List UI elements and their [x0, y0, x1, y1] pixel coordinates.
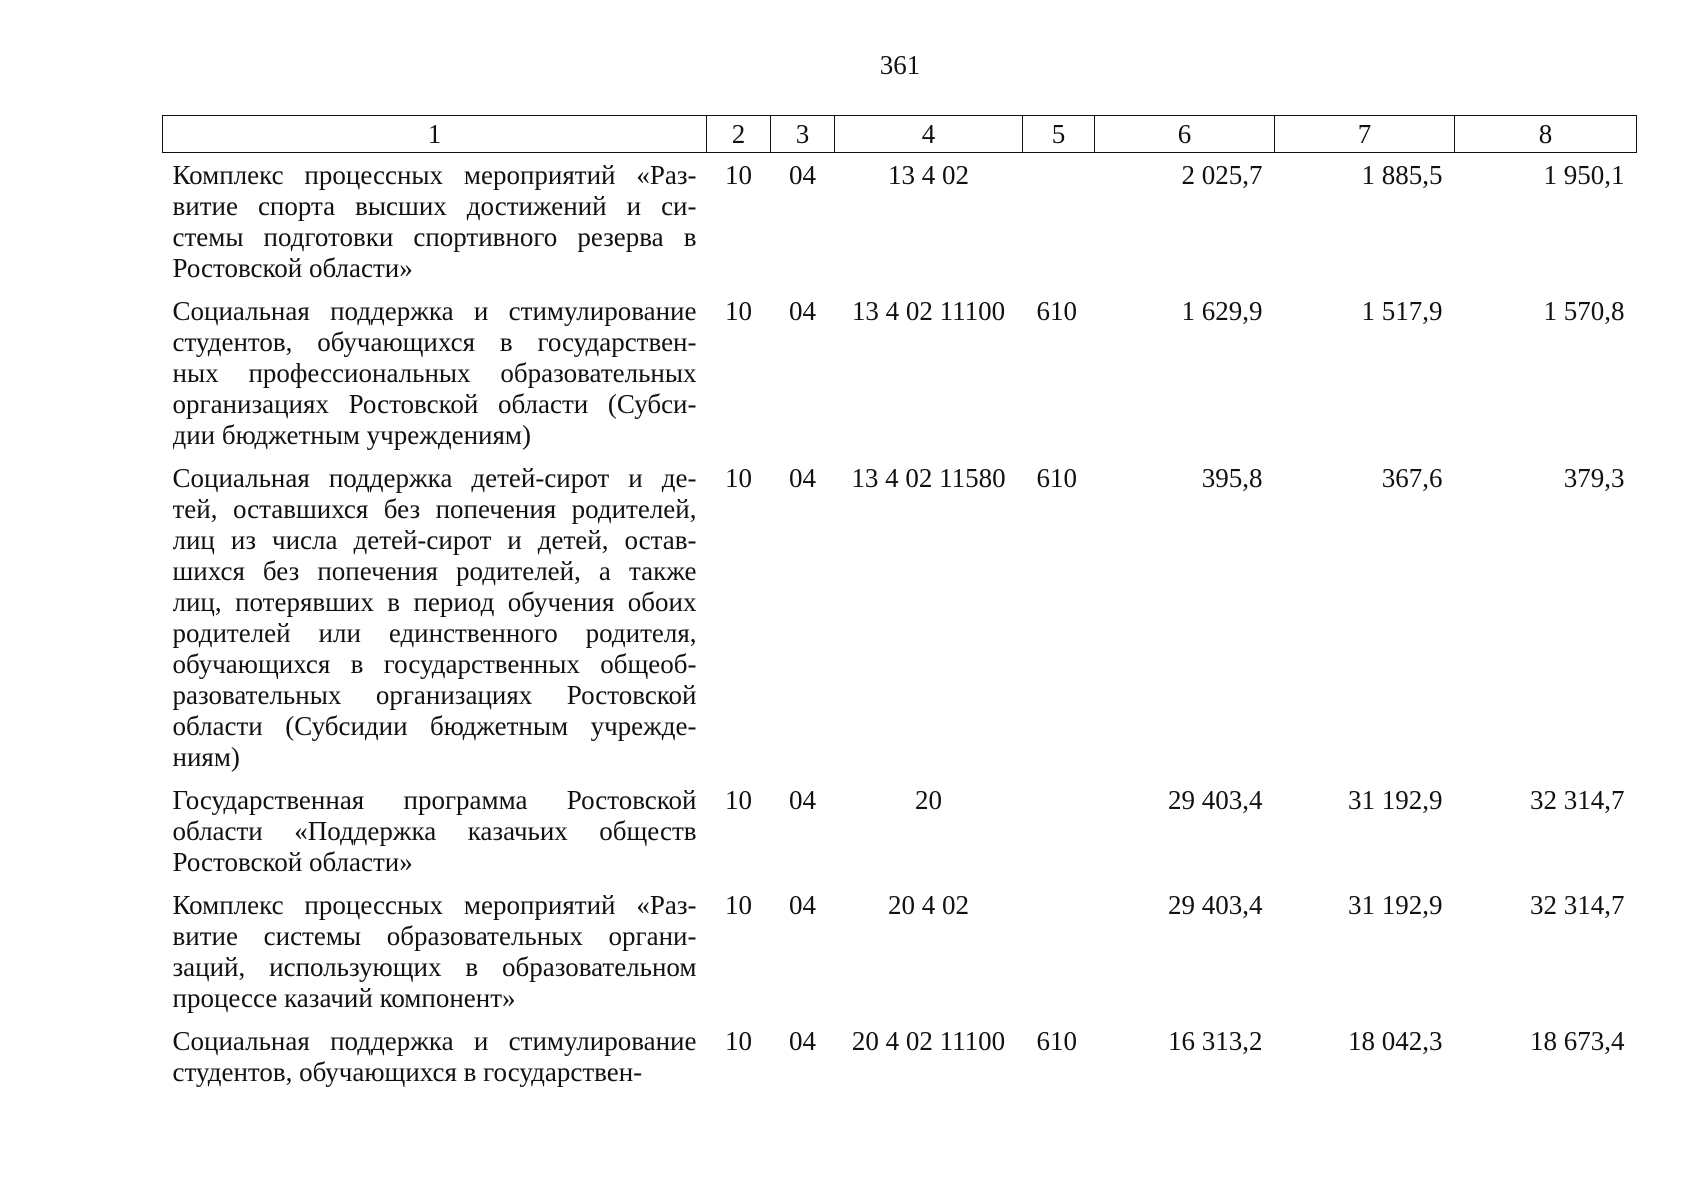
- header-col-4: 4: [835, 116, 1023, 153]
- row-name-line: Социальная поддержка детей-сирот и де-: [172, 463, 697, 493]
- expense-type-cell: [1023, 883, 1095, 1019]
- row-name-line: области «Поддержка казачьих обществ: [172, 816, 697, 846]
- row-name-line: Государственная программа Ростовской: [172, 785, 697, 815]
- row-name-line: Социальная поддержка и стимулирование: [172, 1026, 697, 1056]
- row-name-line: Ростовской области»: [172, 253, 413, 283]
- row-name-line: области (Субсидии бюджетным учрежде-: [172, 711, 697, 741]
- table-row: [163, 289, 1637, 456]
- row-name-line: витие системы образовательных органи-: [172, 921, 697, 951]
- row-name-line: Социальная поддержка и стимулирование: [172, 296, 697, 326]
- table-header: [163, 116, 1637, 153]
- row-name-cell: [163, 883, 707, 1019]
- row-name-line: Комплекс процессных мероприятий «Раз-: [172, 890, 697, 920]
- row-name-line: заций, использующих в образовательном: [172, 952, 697, 982]
- page-number: 361: [879, 50, 921, 80]
- expense-type-cell: 610: [1036, 296, 1077, 326]
- subsection-code-cell: 04: [789, 296, 816, 326]
- row-name-line: лиц из числа детей-сирот и детей, остав-: [172, 525, 697, 555]
- row-name-cell: [163, 778, 707, 883]
- table-row: [163, 778, 1637, 883]
- budget-table: [162, 115, 1637, 1093]
- header-col-8: 8: [1455, 116, 1637, 153]
- row-name-line: студентов, обучающихся в государствен-: [172, 1057, 643, 1087]
- row-name-line: шихся без попечения родителей, а также: [172, 556, 697, 586]
- amount-year3-cell: 1 570,8: [1543, 296, 1625, 326]
- amount-year1-cell: 395,8: [1201, 463, 1263, 493]
- section-code-cell: 10: [725, 890, 752, 920]
- row-name-line: дии бюджетным учреждениям): [172, 420, 532, 450]
- row-name-line: витие спорта высших достижений и си-: [172, 191, 697, 221]
- table-row: [163, 1019, 1637, 1093]
- amount-year2-cell: 1 517,9: [1361, 296, 1443, 326]
- row-name-cell: [163, 289, 707, 456]
- subsection-code-cell: 04: [789, 890, 816, 920]
- amount-year3-cell: 32 314,7: [1530, 785, 1625, 815]
- row-name-line: студентов, обучающихся в государствен-: [172, 327, 697, 357]
- target-article-cell: 13 4 02 11580: [851, 463, 1006, 493]
- row-name-line: разовательных организациях Ростовской: [172, 680, 697, 710]
- amount-year3-cell: 18 673,4: [1530, 1026, 1625, 1056]
- header-col-3: 3: [771, 116, 835, 153]
- header-col-7: 7: [1275, 116, 1455, 153]
- row-name-cell: [163, 153, 707, 290]
- header-col-1: 1: [163, 116, 707, 153]
- row-name-line: обучающихся в государственных общеоб-: [172, 649, 697, 679]
- subsection-code-cell: 04: [789, 785, 816, 815]
- section-code-cell: 10: [725, 463, 752, 493]
- target-article-cell: 13 4 02 11100: [851, 296, 1006, 326]
- row-name-line: Комплекс процессных мероприятий «Раз-: [172, 160, 697, 190]
- subsection-code-cell: 04: [789, 1026, 816, 1056]
- row-name-line: процессе казачий компонент»: [172, 983, 516, 1013]
- section-code-cell: 10: [725, 1026, 752, 1056]
- expense-type-cell: 610: [1036, 1026, 1077, 1056]
- header-row: [163, 116, 1637, 153]
- row-name-line: Ростовской области»: [172, 847, 413, 877]
- row-name-line: родителей или единственного родителя,: [172, 618, 697, 648]
- amount-year3-cell: 32 314,7: [1530, 890, 1625, 920]
- subsection-code-cell: 04: [789, 463, 816, 493]
- table-row: [163, 153, 1637, 290]
- amount-year2-cell: 31 192,9: [1348, 785, 1443, 815]
- amount-year1-cell: 29 403,4: [1168, 785, 1263, 815]
- row-name-cell: [163, 1019, 707, 1093]
- amount-year3-cell: 1 950,1: [1543, 160, 1625, 190]
- row-name-line: стемы подготовки спортивного резерва в: [172, 222, 697, 252]
- expense-type-cell: [1023, 778, 1095, 883]
- table-row: [163, 456, 1637, 778]
- amount-year2-cell: 367,6: [1381, 463, 1443, 493]
- section-code-cell: 10: [725, 296, 752, 326]
- expense-type-cell: [1023, 153, 1095, 290]
- amount-year1-cell: 1 629,9: [1181, 296, 1263, 326]
- target-article-cell: 13 4 02: [888, 160, 969, 190]
- header-col-6: 6: [1095, 116, 1275, 153]
- row-name-line: тей, оставшихся без попечения родителей,: [172, 494, 697, 524]
- row-name-cell: [163, 456, 707, 778]
- target-article-cell: 20 4 02: [888, 890, 969, 920]
- section-code-cell: 10: [725, 160, 752, 190]
- amount-year3-cell: 379,3: [1563, 463, 1625, 493]
- target-article-cell: 20: [915, 785, 942, 815]
- table-row: [163, 883, 1637, 1019]
- target-article-cell: 20 4 02 11100: [851, 1026, 1006, 1056]
- row-name-line: организациях Ростовской области (Субси-: [172, 389, 697, 419]
- amount-year1-cell: 2 025,7: [1181, 160, 1263, 190]
- amount-year2-cell: 1 885,5: [1361, 160, 1443, 190]
- section-code-cell: 10: [725, 785, 752, 815]
- expense-type-cell: 610: [1036, 463, 1077, 493]
- row-name-line: лиц, потерявших в период обучения обоих: [172, 587, 697, 617]
- amount-year2-cell: 18 042,3: [1348, 1026, 1443, 1056]
- subsection-code-cell: 04: [789, 160, 816, 190]
- header-col-5: 5: [1023, 116, 1095, 153]
- table-body: [163, 153, 1637, 1094]
- amount-year1-cell: 16 313,2: [1168, 1026, 1263, 1056]
- row-name-line: ных профессиональных образовательных: [172, 358, 697, 388]
- row-name-line: ниям): [172, 742, 240, 772]
- amount-year1-cell: 29 403,4: [1168, 890, 1263, 920]
- header-col-2: 2: [707, 116, 771, 153]
- amount-year2-cell: 31 192,9: [1348, 890, 1443, 920]
